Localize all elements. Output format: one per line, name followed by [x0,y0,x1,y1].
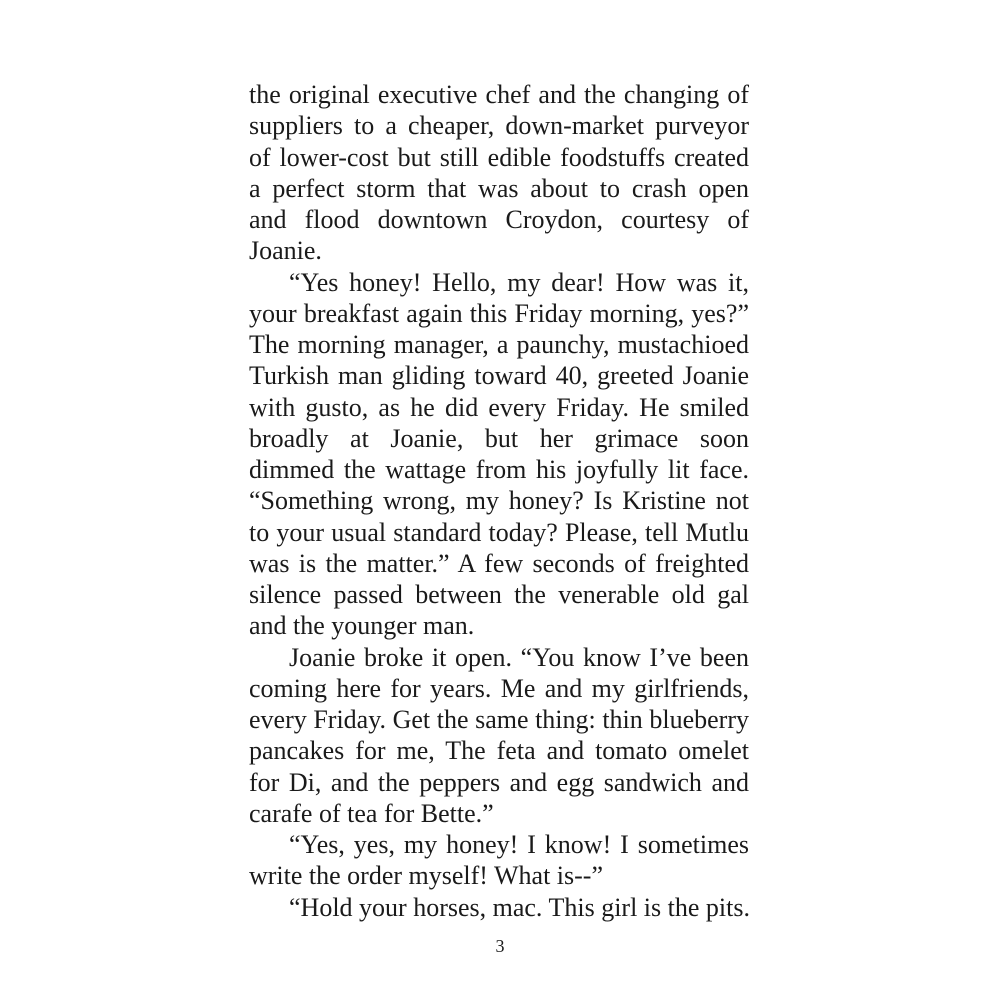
text-line: “Yes, yes, my honey! I know! I sometimes [289,830,749,859]
text-line: every Friday. Get the same thing: thin blueberry [249,705,749,734]
text-line: The morning manager, a paunchy, mustachioed [249,330,749,359]
text-line: silence passed between the venerable old gal [249,580,749,609]
text-line: write the order myself! What is--” [249,861,603,891]
text-line: for Di, and the peppers and egg sandwich and [249,767,749,797]
text-line: Joanie broke it open. “You know I’ve been [289,642,749,672]
text-line: was is the matter.” A few seconds of freighted [249,548,749,578]
text-line: “Something wrong, my honey? Is Kristine not [249,486,749,516]
text-line: Turkish man gliding toward 40, greeted Joanie [249,361,749,391]
page-number: 3 [495,936,505,956]
text-line: of lower-cost but still edible foodstuffs created [249,142,749,172]
text-line: Joanie. [249,236,322,266]
text-line: broadly at Joanie, but her grimace soon [249,423,749,453]
text-line: “Hold your horses, mac. This girl is the pits. [289,892,750,922]
body-text [249,79,749,923]
text-line: the original executive chef and the changing of [249,80,749,109]
text-line: “Yes honey! Hello, my dear! How was it, [289,267,749,297]
text-line: pancakes for me, The feta and tomato omelet [249,736,749,766]
text-line: your breakfast again this Friday morning, yes?” [249,298,749,328]
text-line: and the younger man. [249,611,475,641]
text-line: a perfect storm that was about to crash open [249,173,749,203]
text-line: coming here for years. Me and my girlfriends, [249,673,749,703]
text-line: and flood downtown Croydon, courtesy of [249,205,749,234]
text-line: with gusto, as he did every Friday. He smiled [249,392,749,422]
text-line: dimmed the wattage from his joyfully lit face. [249,455,749,484]
text-line: to your usual standard today? Please, tell Mutlu [249,517,749,547]
text-line: carafe of tea for Bette.” [249,798,494,828]
text-line: suppliers to a cheaper, down-market purveyor [249,111,749,141]
